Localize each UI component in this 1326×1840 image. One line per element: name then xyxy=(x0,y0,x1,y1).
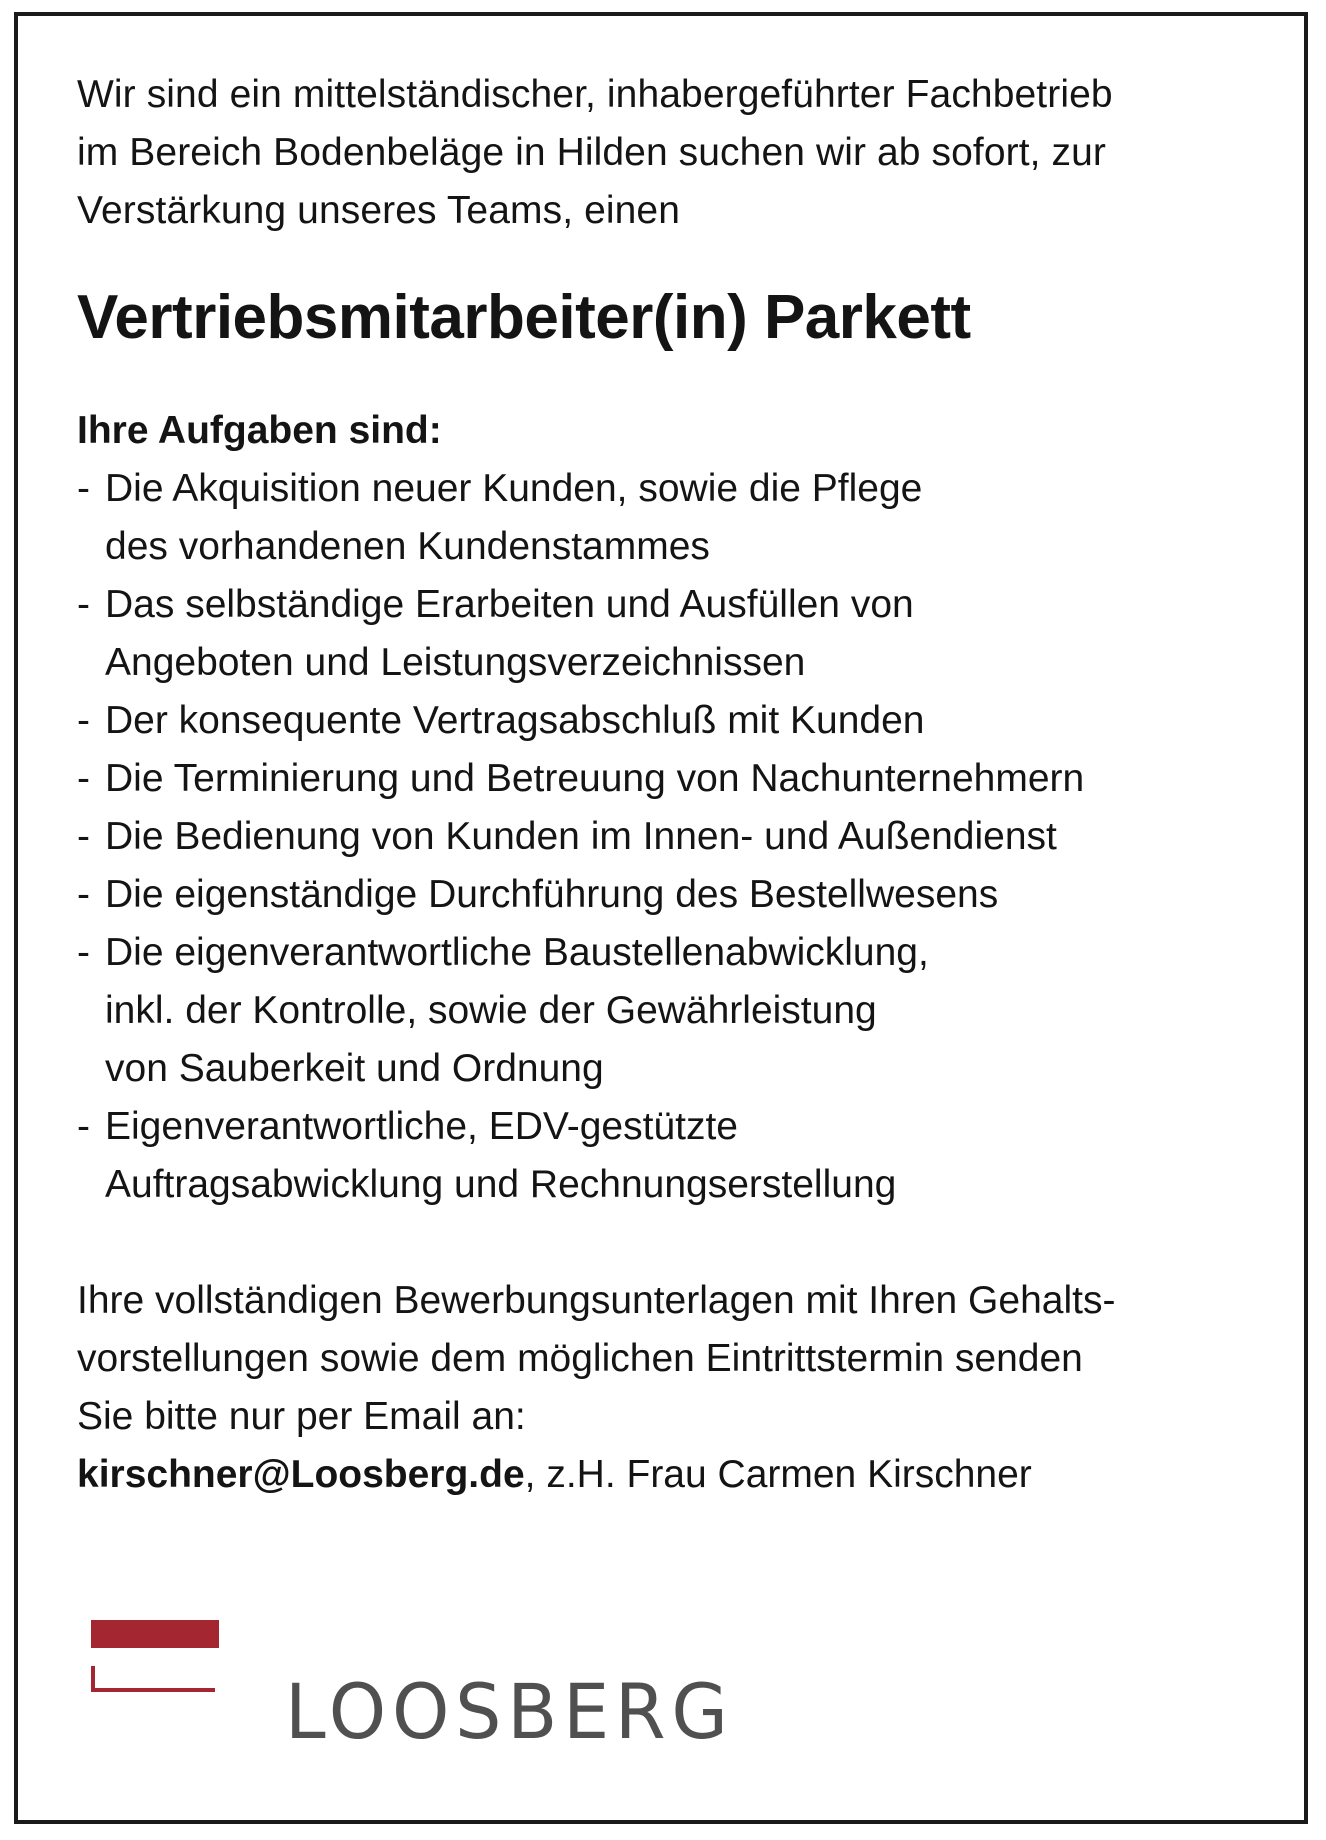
task-item xyxy=(77,1098,1277,1214)
intro-paragraph xyxy=(77,66,1277,240)
bullet-dash: - xyxy=(77,873,90,916)
intro-line: Wir sind ein mittelständischer, inhabergeführter Fachbetrieb xyxy=(77,73,1113,116)
ad-frame xyxy=(14,12,1308,1824)
application-line: Sie bitte nur per Email an: xyxy=(77,1395,526,1438)
logo-wordmark: LOOSBERG xyxy=(285,1667,734,1756)
bullet-dash: - xyxy=(77,583,90,626)
ad-content xyxy=(77,66,1277,1504)
task-line: Das selbständige Erarbeiten und Ausfüllen von xyxy=(105,583,914,626)
contact-line xyxy=(77,1446,1277,1504)
task-line: Die Bedienung von Kunden im Innen- und Außendienst xyxy=(105,815,1057,858)
intro-line: Verstärkung unseres Teams, einen xyxy=(77,189,680,232)
bullet-dash: - xyxy=(77,699,90,742)
task-list xyxy=(77,460,1277,1214)
bullet-dash: - xyxy=(77,815,90,858)
task-line: von Sauberkeit und Ordnung xyxy=(105,1047,604,1090)
bullet-dash: - xyxy=(77,1105,90,1148)
application-line: Ihre vollständigen Bewerbungsunterlagen mit Ihren Gehalts- xyxy=(77,1279,1116,1322)
task-item xyxy=(77,576,1277,692)
task-line: Die Akquisition neuer Kunden, sowie die Pflege xyxy=(105,467,923,510)
bullet-dash: - xyxy=(77,931,90,974)
task-line: Die eigenverantwortliche Baustellenabwicklung, xyxy=(105,931,929,974)
task-line: Angeboten und Leistungsverzeichnissen xyxy=(105,641,806,684)
bullet-dash: - xyxy=(77,467,90,510)
task-line: Der konsequente Vertragsabschluß mit Kunden xyxy=(105,699,925,742)
email-address: kirschner@Loosberg.de xyxy=(77,1453,525,1496)
task-line: Die eigenständige Durchführung des Bestellwesens xyxy=(105,873,999,916)
intro-line: im Bereich Bodenbeläge in Hilden suchen wir ab sofort, zur xyxy=(77,131,1107,174)
company-logo xyxy=(77,1610,734,1770)
application-line: vorstellungen sowie dem möglichen Eintrittstermin senden xyxy=(77,1337,1083,1380)
task-item xyxy=(77,924,1277,1098)
logo-bar-mark xyxy=(91,1620,219,1648)
task-item xyxy=(77,808,1277,866)
application-paragraph xyxy=(77,1272,1277,1504)
logo-bracket-mark xyxy=(91,1666,215,1692)
task-item xyxy=(77,692,1277,750)
tasks-heading: Ihre Aufgaben sind: xyxy=(77,409,442,452)
task-item xyxy=(77,866,1277,924)
task-item xyxy=(77,750,1277,808)
bullet-dash: - xyxy=(77,757,90,800)
task-line: Eigenverantwortliche, EDV-gestützte xyxy=(105,1105,738,1148)
task-line: inkl. der Kontrolle, sowie der Gewährleistung xyxy=(105,989,877,1032)
task-line: des vorhandenen Kundenstammes xyxy=(105,525,710,568)
task-line: Die Terminierung und Betreuung von Nachunternehmern xyxy=(105,757,1085,800)
task-line: Auftragsabwicklung und Rechnungserstellung xyxy=(105,1163,897,1206)
contact-person: , z.H. Frau Carmen Kirschner xyxy=(524,1453,1032,1496)
job-title: Vertriebsmitarbeiter(in) Parkett xyxy=(77,283,971,352)
task-item xyxy=(77,460,1277,576)
